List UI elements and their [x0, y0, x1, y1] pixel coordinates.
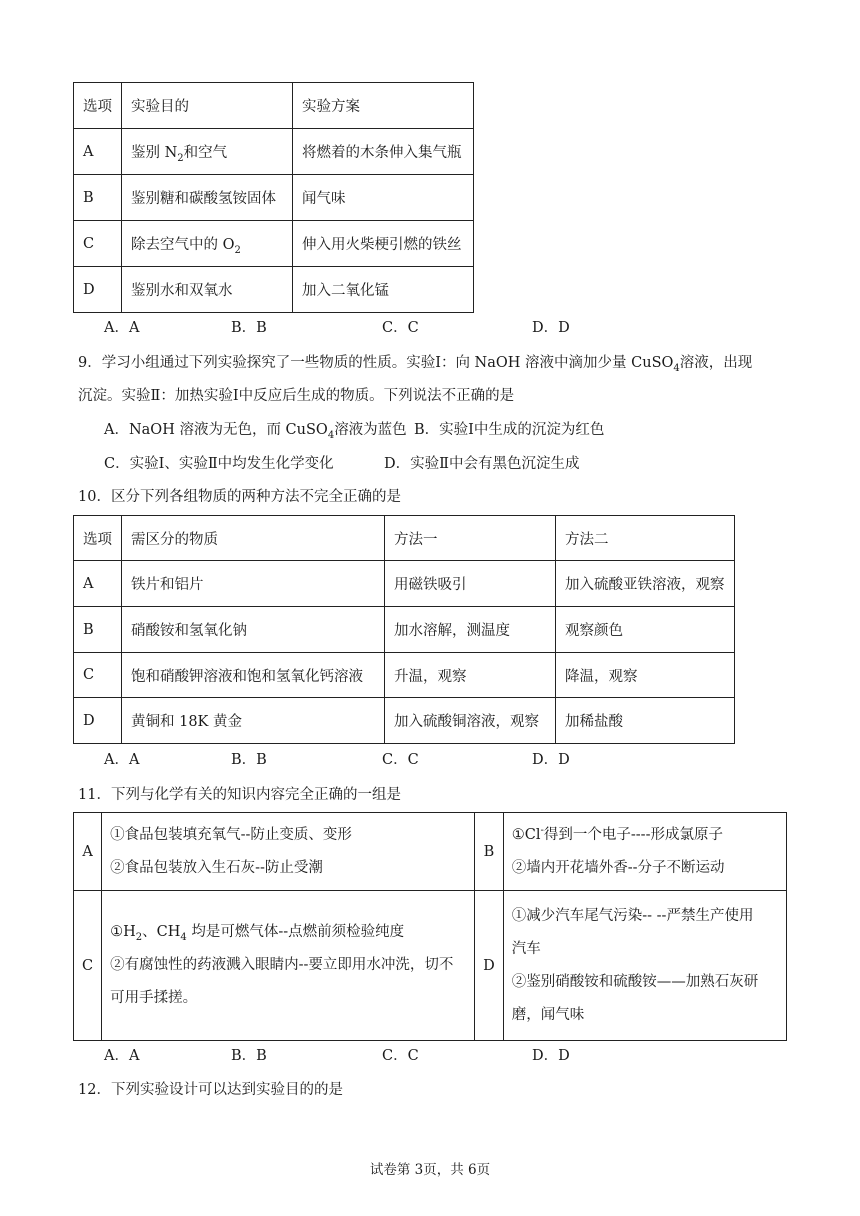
table-row — [74, 813, 787, 891]
answer-option[interactable]: B．B — [231, 320, 267, 336]
table-cell: A — [74, 561, 122, 607]
table-row — [74, 267, 474, 313]
group-label: A — [74, 813, 102, 891]
table-cell: 加入二氧化锰 — [293, 267, 474, 313]
table-cell: 用磁铁吸引 — [385, 561, 556, 607]
table-row — [74, 221, 474, 267]
table-header-cell: 实验方案 — [293, 83, 474, 129]
table-cell: 闻气味 — [293, 175, 474, 221]
question-9-stem-cont: 沉淀。实验Ⅱ：加热实验Ⅰ中反应后生成的物质。下列说法不正确的是 — [78, 388, 515, 404]
table-row — [74, 607, 735, 653]
table-header-cell: 方法一 — [385, 516, 556, 561]
table-header-cell: 需区分的物质 — [122, 516, 385, 561]
table-knowledge-groups — [73, 812, 787, 1041]
table-row — [74, 698, 735, 744]
table-cell: B — [74, 607, 122, 653]
group-label: D — [475, 891, 504, 1041]
table-header-cell: 选项 — [74, 83, 122, 129]
table-cell: 伸入用火柴梗引燃的铁丝 — [293, 221, 474, 267]
table-cell: D — [74, 698, 122, 744]
table-cell: 硝酸铵和氢氧化钠 — [122, 607, 385, 653]
group-label: B — [475, 813, 504, 891]
table-row — [74, 653, 735, 698]
table-cell: 将燃着的木条伸入集气瓶 — [293, 129, 474, 175]
table-header-cell: 选项 — [74, 516, 122, 561]
table-cell: D — [74, 267, 122, 313]
table-cell: 饱和硝酸钾溶液和饱和氢氧化钙溶液 — [122, 653, 385, 698]
answer-option[interactable]: D．D — [532, 1048, 570, 1064]
table-cell: 黄铜和 18K 黄金 — [122, 698, 385, 744]
table-cell: 鉴别 $N_2$和空气 — [122, 129, 293, 175]
question-10-stem: 10．区分下列各组物质的两种方法不完全正确的是 — [78, 489, 401, 505]
answer-option[interactable]: D．D — [532, 752, 570, 768]
table-cell: 升温，观察 — [385, 653, 556, 698]
question-9-stem: 9．学习小组通过下列实验探究了一些物质的性质。实验Ⅰ：向 NaOH 溶液中滴加少量 CuSO$_4$溶液，出现 — [78, 355, 753, 374]
answer-option[interactable]: C．C — [382, 1048, 419, 1064]
answer-option[interactable]: A．A — [104, 752, 140, 768]
question-9-option-a[interactable]: A．NaOH 溶液为无色，而 CuSO$_4$溶液为蓝色 — [104, 422, 407, 441]
table-header-cell: 实验目的 — [122, 83, 293, 129]
table-cell: C — [74, 221, 122, 267]
table-cell: 加水溶解，测温度 — [385, 607, 556, 653]
table-row — [74, 561, 735, 607]
answer-option[interactable]: A．A — [104, 320, 140, 336]
table-row — [74, 891, 787, 1041]
table-header-cell: 方法二 — [556, 516, 735, 561]
table-experiment-plans — [73, 82, 474, 313]
answer-option[interactable]: C．C — [382, 752, 419, 768]
table-cell: B — [74, 175, 122, 221]
answer-option[interactable]: B．B — [231, 752, 267, 768]
question-9-option-c[interactable]: C．实验Ⅰ、实验Ⅱ中均发生化学变化 — [104, 456, 334, 472]
table-cell: C — [74, 653, 122, 698]
table-cell: 加入硫酸铜溶液，观察 — [385, 698, 556, 744]
table-cell: 铁片和铝片 — [122, 561, 385, 607]
question-11-stem: 11．下列与化学有关的知识内容完全正确的一组是 — [78, 787, 401, 803]
question-12-stem: 12．下列实验设计可以达到实验目的的是 — [78, 1082, 343, 1098]
answer-option[interactable]: A．A — [104, 1048, 140, 1064]
question-9-option-b[interactable]: B．实验Ⅰ中生成的沉淀为红色 — [414, 422, 605, 438]
group-label: C — [74, 891, 102, 1041]
group-content: $①H_2$、$CH_4$ 均是可燃气体--点燃前须检验纯度 ②有腐蚀性的药液溅入眼睛内--要立即用水冲洗，切不 可用手揉搓。 — [102, 891, 475, 1041]
answer-option[interactable]: C．C — [382, 320, 419, 336]
table-cell: 加入硫酸亚铁溶液，观察 — [556, 561, 735, 607]
answer-option[interactable]: D．D — [532, 320, 570, 336]
table-distinguish-methods — [73, 515, 735, 744]
group-content: ①食品包装填充氧气--防止变质、变形 ②食品包装放入生石灰--防止受潮 — [102, 813, 475, 891]
table-cell: 鉴别糖和碳酸氢铵固体 — [122, 175, 293, 221]
answer-option[interactable]: B．B — [231, 1048, 267, 1064]
table-cell: 加稀盐酸 — [556, 698, 735, 744]
group-content: ①Cl-得到一个电子----形成氯原子 ②墙内开花墙外香--分子不断运动 — [503, 813, 786, 891]
table-cell: 除去空气中的 $O_2$ — [122, 221, 293, 267]
group-content: ①减少汽车尾气污染-- --严禁生产使用 汽车 ②鉴别硝酸铵和硫酸铵——加熟石灰研 磨，闻气味 — [503, 891, 786, 1041]
table-cell: A — [74, 129, 122, 175]
table-cell: 观察颜色 — [556, 607, 735, 653]
page-footer: 试卷第 3页，共 6页 — [369, 1162, 491, 1178]
table-row — [74, 129, 474, 175]
table-cell: 降温，观察 — [556, 653, 735, 698]
table-row — [74, 175, 474, 221]
table-cell: 鉴别水和双氧水 — [122, 267, 293, 313]
question-9-option-d[interactable]: D．实验Ⅱ中会有黑色沉淀生成 — [384, 456, 580, 472]
